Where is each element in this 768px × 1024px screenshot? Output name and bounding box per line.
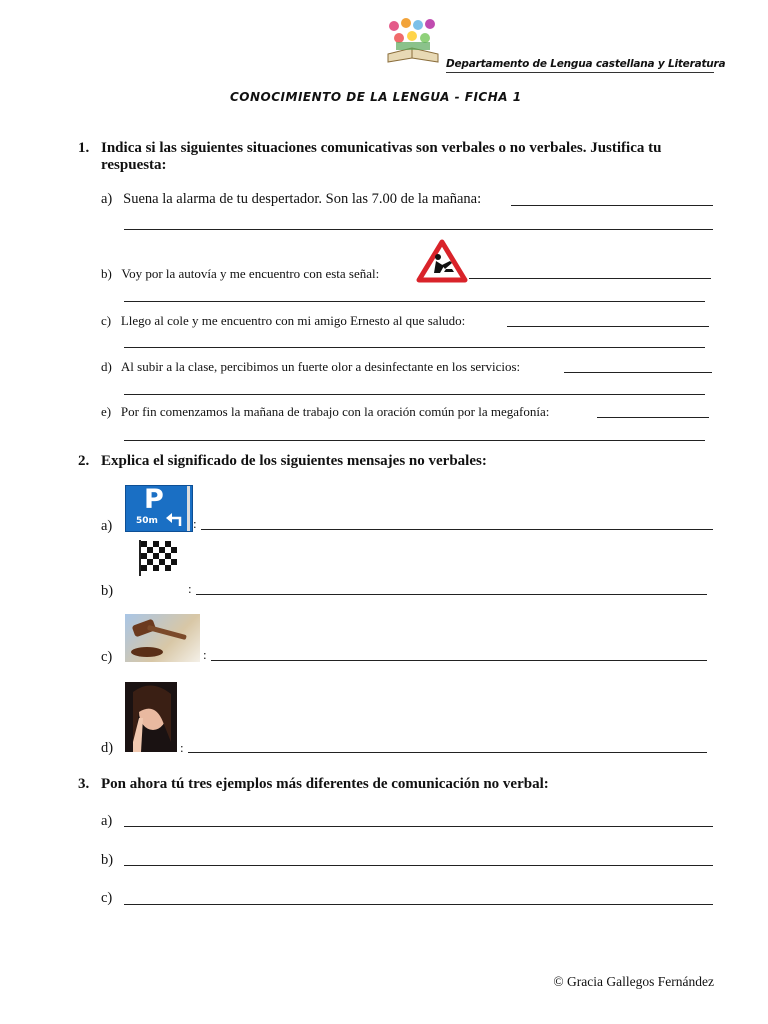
author-credit: © Gracia Gallegos Fernández (553, 974, 714, 989)
item-text: Suena la alarma de tu despertador. Son las 7.00 de la mañana: (123, 191, 482, 207)
item-label: a) (101, 191, 113, 207)
department-name: Departamento de Lengua castellana y Literatura (446, 58, 726, 70)
answer-line[interactable] (124, 301, 705, 302)
page-title: CONOCIMIENTO DE LA LENGUA - FICHA 1 (230, 90, 522, 104)
checkered-flag-icon (137, 538, 179, 578)
parking-sign-icon (125, 485, 193, 532)
colon: : (203, 647, 207, 662)
gavel-icon (125, 614, 200, 662)
q2-number: 2. (78, 453, 90, 469)
item-label: b) (101, 266, 112, 281)
item-text: Por fin comenzamos la mañana de trabajo con la oración común por la megafonía: (120, 404, 550, 419)
answer-line[interactable] (511, 205, 713, 206)
answer-line[interactable] (124, 826, 713, 827)
answer-line[interactable] (124, 229, 713, 230)
colon: : (188, 581, 192, 596)
answer-line[interactable] (196, 594, 707, 595)
item-label: c) (101, 313, 112, 328)
answer-line[interactable] (201, 529, 713, 530)
answer-line[interactable] (124, 394, 705, 395)
q1-item-d (101, 359, 520, 375)
q1-item-a (101, 191, 481, 208)
answer-line[interactable] (597, 417, 709, 418)
praying-person-icon (125, 682, 177, 752)
q1-item-e (101, 404, 549, 420)
answer-line[interactable] (188, 752, 707, 753)
q1-number: 1. (78, 140, 90, 156)
answer-line[interactable] (124, 904, 713, 905)
q3-item-b-label: b) (101, 852, 114, 868)
q3-text: Pon ahora tú tres ejemplos más diferentes de comunicación no verbal: (101, 776, 549, 792)
answer-line[interactable] (124, 865, 713, 866)
q1-item-b (101, 266, 379, 282)
q3-item-c-label: c) (101, 890, 113, 906)
answer-line[interactable] (469, 278, 711, 279)
answer-line[interactable] (211, 660, 707, 661)
parking-letter: P (144, 484, 164, 515)
item-text: Llego al cole y me encuentro con mi amigo Ernesto al que saludo: (120, 313, 466, 328)
header-divider (446, 72, 714, 73)
colon: : (193, 516, 197, 531)
roadworks-warning-icon (416, 239, 468, 283)
q1-item-c (101, 313, 465, 329)
item-text: Voy por la autovía y me encuentro con esta señal: (121, 266, 380, 281)
answer-line[interactable] (124, 347, 705, 348)
answer-line[interactable] (564, 372, 712, 373)
q1-text: Indica si las siguientes situaciones comunicativas son verbales o no verbales. Justifica tu respuesta: (101, 140, 662, 173)
q2-item-a-label: a) (101, 518, 113, 534)
q2-item-c-label: c) (101, 649, 113, 665)
item-label: e) (101, 404, 112, 419)
q3-item-a-label: a) (101, 813, 113, 829)
q2-item-d-label: d) (101, 740, 114, 756)
parking-distance: 50m (136, 516, 158, 526)
answer-line[interactable] (507, 326, 709, 327)
answer-line[interactable] (124, 440, 705, 441)
q2-item-b-label: b) (101, 583, 114, 599)
q2-text: Explica el significado de los siguientes mensajes no verbales: (101, 453, 487, 469)
item-label: d) (101, 359, 112, 374)
logo-icon (384, 16, 442, 68)
q3-number: 3. (78, 776, 90, 792)
colon: : (180, 740, 184, 755)
item-text: Al subir a la clase, percibimos un fuerte olor a desinfectante en los servicios: (120, 359, 521, 374)
